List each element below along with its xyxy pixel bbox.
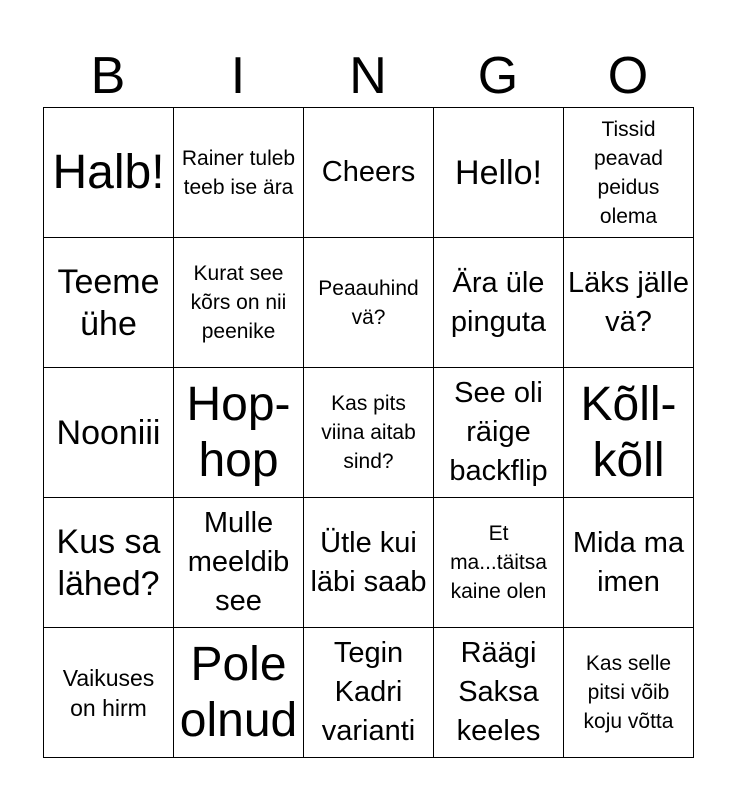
header-letter-g: G	[477, 47, 519, 105]
bingo-cell[interactable]: Mulle meeldib see	[174, 498, 304, 628]
bingo-cell[interactable]: Hello!	[434, 108, 564, 238]
bingo-cell[interactable]: Ära üle pinguta	[434, 238, 564, 368]
bingo-row	[44, 238, 694, 368]
bingo-cell[interactable]: Nooniii	[44, 368, 174, 498]
bingo-cell[interactable]: Kas pits viina aitab sind?	[304, 368, 434, 498]
header-letter-o: O	[607, 47, 649, 105]
bingo-header	[43, 46, 693, 106]
bingo-cell[interactable]: Kurat see kõrs on nii peenike	[174, 238, 304, 368]
bingo-cell[interactable]: Läks jälle vä?	[564, 238, 694, 368]
bingo-cell[interactable]: Et ma...täitsa kaine olen	[434, 498, 564, 628]
bingo-cell[interactable]: Kas selle pitsi võib koju võtta	[564, 628, 694, 758]
bingo-cell[interactable]: Mida ma imen	[564, 498, 694, 628]
bingo-cell[interactable]: Räägi Saksa keeles	[434, 628, 564, 758]
bingo-cell[interactable]: Peaauhind vä?	[304, 238, 434, 368]
bingo-cell[interactable]: Ütle kui läbi saab	[304, 498, 434, 628]
bingo-cell[interactable]: Kus sa lähed?	[44, 498, 174, 628]
bingo-grid	[43, 107, 694, 758]
bingo-cell[interactable]: Cheers	[304, 108, 434, 238]
bingo-row	[44, 498, 694, 628]
header-letter-n: N	[349, 47, 387, 105]
bingo-cell[interactable]: Pole olnud	[174, 628, 304, 758]
header-letter-b: B	[90, 47, 126, 105]
bingo-cell[interactable]: Halb!	[44, 108, 174, 238]
bingo-cell[interactable]: Tegin Kadri varianti	[304, 628, 434, 758]
bingo-cell[interactable]: See oli räige backflip	[434, 368, 564, 498]
bingo-row	[44, 628, 694, 758]
header-letter-i: I	[230, 47, 246, 105]
bingo-cell[interactable]: Rainer tuleb teeb ise ära	[174, 108, 304, 238]
bingo-cell[interactable]: Teeme ühe	[44, 238, 174, 368]
bingo-row	[44, 108, 694, 238]
bingo-cell[interactable]: Tissid peavad peidus olema	[564, 108, 694, 238]
bingo-cell[interactable]: Kõll-kõll	[564, 368, 694, 498]
bingo-cell[interactable]: Vaikuses on hirm	[44, 628, 174, 758]
bingo-row	[44, 368, 694, 498]
bingo-cell[interactable]: Hop-hop	[174, 368, 304, 498]
